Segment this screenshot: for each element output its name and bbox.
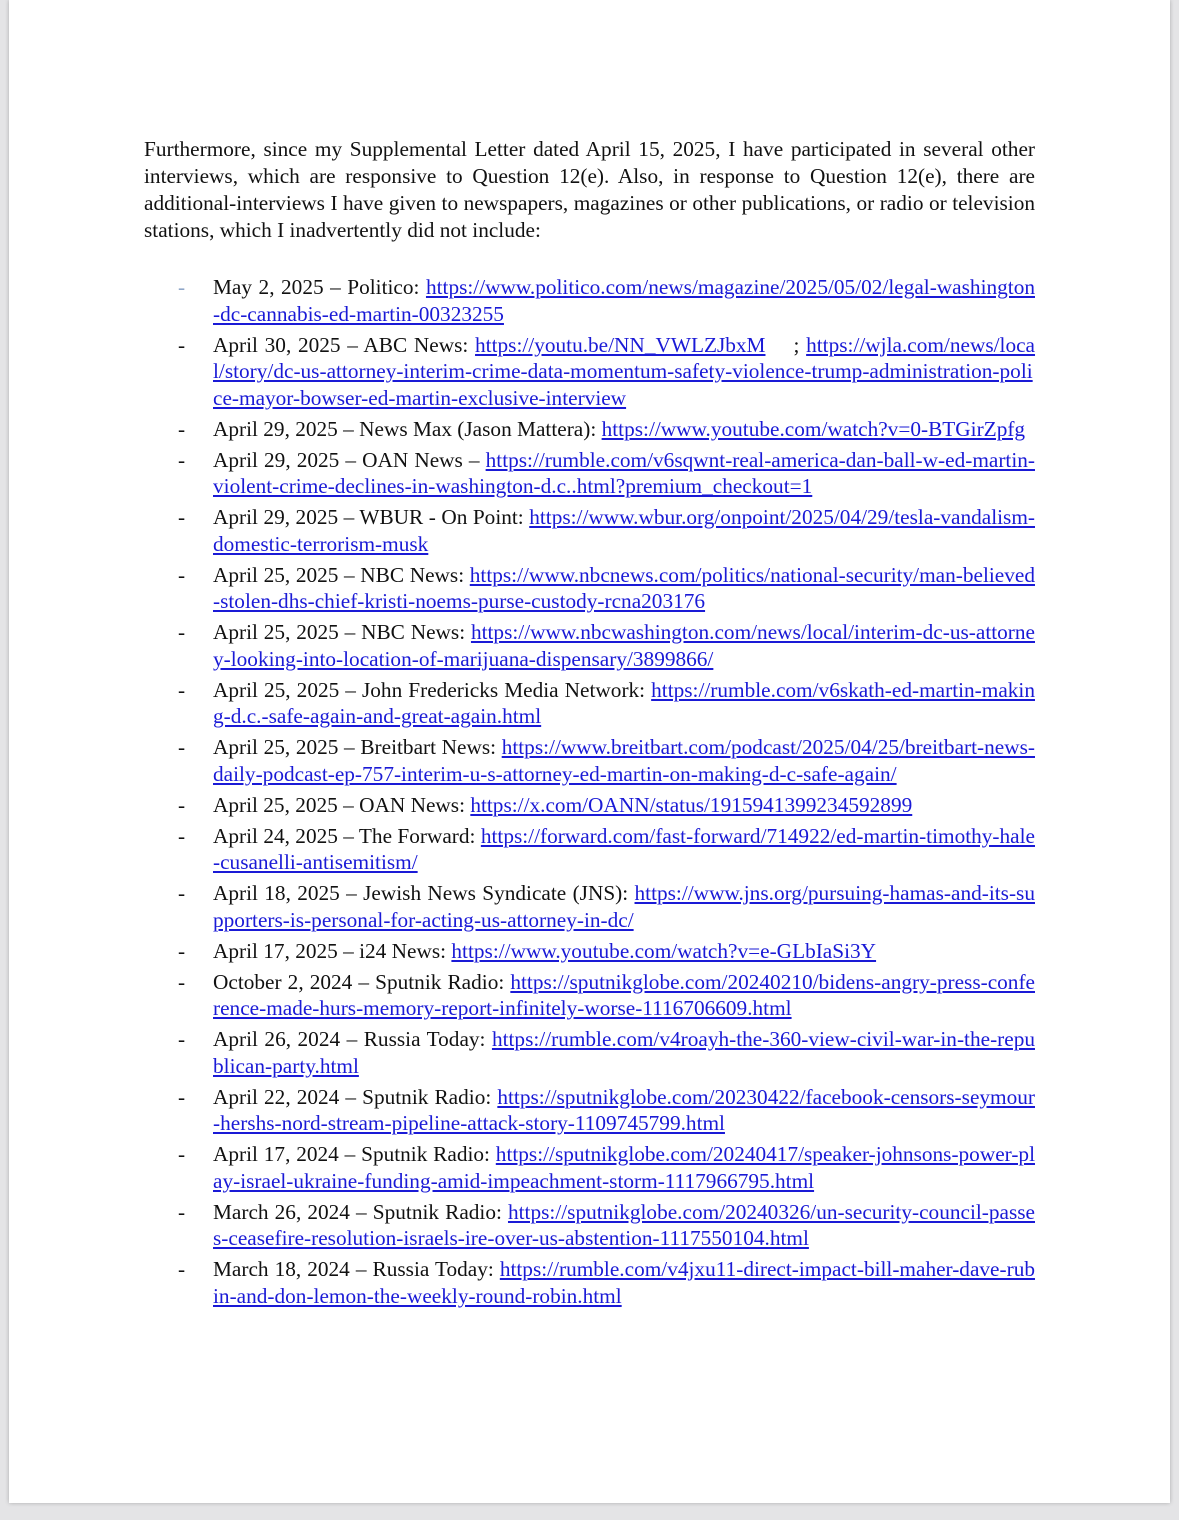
list-bullet: -: [178, 735, 186, 759]
list-bullet: -: [178, 1084, 186, 1109]
list-item: [144, 1026, 1035, 1079]
list-bullet: -: [178, 677, 186, 702]
item-label: April 24, 2025 – The Forward:: [213, 823, 481, 848]
item-link[interactable]: https://rumble.com/v4roayh-the-360-view-civil-war-in-the-republican-party.html: [213, 1027, 1035, 1078]
list-bullet: -: [178, 969, 186, 994]
item-label: April 30, 2025 – ABC News:: [213, 332, 476, 357]
list-item: [144, 792, 1035, 819]
list-item: [144, 1199, 1035, 1252]
list-bullet: -: [178, 562, 186, 587]
list-item: [144, 274, 1035, 327]
list-item: [144, 1141, 1035, 1194]
list-bullet: -: [178, 881, 186, 905]
list-bullet: -: [178, 416, 186, 441]
item-label: April 29, 2025 – OAN News –: [213, 447, 486, 472]
item-link[interactable]: https://forward.com/fast-forward/714922/ed-martin-timothy-hale-cusanelli-antisemitism/: [213, 823, 1035, 874]
item-label: March 18, 2024 – Russia Today:: [213, 1257, 500, 1281]
list-item: [144, 1084, 1035, 1137]
item-link[interactable]: https://sputnikglobe.com/20240210/bidens-angry-press-conference-made-hurs-memory-report-infinitely-worse-1116706609.html: [213, 969, 1035, 1020]
item-link[interactable]: https://www.breitbart.com/podcast/2025/04/25/breitbart-news-daily-podcast-ep-757-interim-u-s-attorney-ed-martin-on-making-d-c-safe-again/: [213, 735, 1035, 786]
item-label: May 2, 2025 – Politico:: [213, 275, 426, 299]
item-link[interactable]: https://x.com/OANN/status/1915941399234592899: [470, 792, 913, 817]
item-label: March 26, 2024 – Sputnik Radio:: [213, 1199, 508, 1224]
item-label: April 26, 2024 – Russia Today:: [213, 1027, 492, 1051]
item-label: April 18, 2025 – Jewish News Syndicate (JNS):: [213, 881, 635, 905]
list-item: [144, 734, 1035, 787]
item-link[interactable]: https://sputnikglobe.com/20240326/un-security-council-passes-ceasefire-resolution-israels-ire-over-us-abstention-1117550104.html: [213, 1199, 1035, 1250]
item-label: April 25, 2025 – NBC News:: [213, 562, 470, 587]
list-item: [144, 332, 1035, 412]
item-label: October 2, 2024 – Sputnik Radio:: [213, 969, 511, 994]
list-item: [144, 823, 1035, 876]
list-bullet: -: [178, 332, 186, 357]
item-link[interactable]: https://sputnikglobe.com/20230422/facebook-censors-seymour-hershs-nord-stream-pipeline-attack-story-1109745799.html: [213, 1084, 1035, 1135]
list-bullet: -: [178, 275, 186, 299]
document-page: [9, 0, 1170, 1503]
link-separator: ;: [793, 332, 800, 357]
item-link[interactable]: https://www.jns.org/pursuing-hamas-and-its-supporters-is-personal-for-acting-us-attorney-in-dc/: [213, 881, 1035, 932]
list-item: [144, 938, 1035, 965]
item-link[interactable]: https://rumble.com/v6skath-ed-martin-making-d.c.-safe-again-and-great-again.html: [213, 677, 1035, 728]
page-content: [144, 136, 1035, 1314]
list-bullet: -: [178, 938, 186, 963]
interview-list: [144, 274, 1035, 1309]
list-bullet: -: [178, 1199, 186, 1224]
item-label: April 17, 2025 – i24 News:: [213, 938, 452, 963]
item-label: April 25, 2025 – NBC News:: [213, 620, 471, 644]
list-item: [144, 447, 1035, 500]
item-link[interactable]: https://rumble.com/v6sqwnt-real-america-dan-ball-w-ed-martin-violent-crime-declines-in-washington-d.c..html?premium_checkout=1: [213, 447, 1035, 498]
item-link-secondary[interactable]: https://wjla.com/news/local/story/dc-us-attorney-interim-crime-data-momentum-safety-violence-trump-administration-police-mayor-bowser-ed-martin-exclusive-interview: [213, 332, 1036, 410]
list-bullet: -: [178, 447, 186, 472]
item-link[interactable]: https://www.nbcnews.com/politics/national-security/man-believed-stolen-dhs-chief-kristi-noems-purse-custody-rcna203176: [213, 562, 1035, 613]
item-label: April 29, 2025 – News Max (Jason Mattera):: [213, 416, 602, 441]
item-link[interactable]: https://sputnikglobe.com/20240417/speaker-johnsons-power-play-israel-ukraine-funding-amid-impeachment-storm-1117966795.html: [213, 1142, 1035, 1193]
item-link[interactable]: https://youtu.be/NN_VWLZJbxM: [475, 332, 766, 357]
intro-paragraph: Furthermore, since my Supplemental Letter dated April 15, 2025, I have participated in several other interviews, which are responsive to Question 12(e). Also, in response to Question 12(e), there are additional-interviews I have given to newspapers, magazines or other publications, or radio or television stations, which I inadvertently did not include:: [144, 137, 1035, 242]
list-bullet: -: [178, 505, 186, 529]
item-label: April 17, 2024 – Sputnik Radio:: [213, 1142, 496, 1166]
list-bullet: -: [178, 620, 186, 644]
item-link[interactable]: https://www.nbcwashington.com/news/local/interim-dc-us-attorney-looking-into-location-of-marijuana-dispensary/3899866/: [213, 620, 1035, 671]
list-bullet: -: [178, 823, 186, 848]
list-item: [144, 619, 1035, 672]
list-item: [144, 969, 1035, 1022]
list-item: [144, 880, 1035, 933]
list-item: [144, 1256, 1035, 1309]
item-link[interactable]: https://www.wbur.org/onpoint/2025/04/29/tesla-vandalism-domestic-terrorism-musk: [213, 505, 1035, 556]
item-link[interactable]: https://www.youtube.com/watch?v=e-GLbIaSi3Y: [451, 938, 877, 963]
list-bullet: -: [178, 792, 186, 817]
item-label: April 25, 2025 – John Fredericks Media Network:: [213, 677, 652, 702]
list-bullet: -: [178, 1257, 186, 1281]
item-label: April 29, 2025 – WBUR - On Point:: [213, 505, 530, 529]
item-link[interactable]: https://www.youtube.com/watch?v=0-BTGirZpfg: [601, 416, 1026, 441]
item-label: April 22, 2024 – Sputnik Radio:: [213, 1084, 498, 1109]
item-label: April 25, 2025 – OAN News:: [213, 792, 471, 817]
list-bullet: -: [178, 1142, 186, 1166]
item-link[interactable]: https://rumble.com/v4jxu11-direct-impact-bill-maher-dave-rubin-and-don-lemon-the-weekly-round-robin.html: [213, 1257, 1035, 1308]
item-link[interactable]: https://www.politico.com/news/magazine/2025/05/02/legal-washington-dc-cannabis-ed-martin-00323255: [213, 275, 1035, 326]
item-label: April 25, 2025 – Breitbart News:: [213, 735, 502, 759]
list-bullet: -: [178, 1027, 186, 1051]
list-item: [144, 416, 1035, 443]
list-item: [144, 504, 1035, 557]
list-item: [144, 562, 1035, 615]
list-item: [144, 677, 1035, 730]
